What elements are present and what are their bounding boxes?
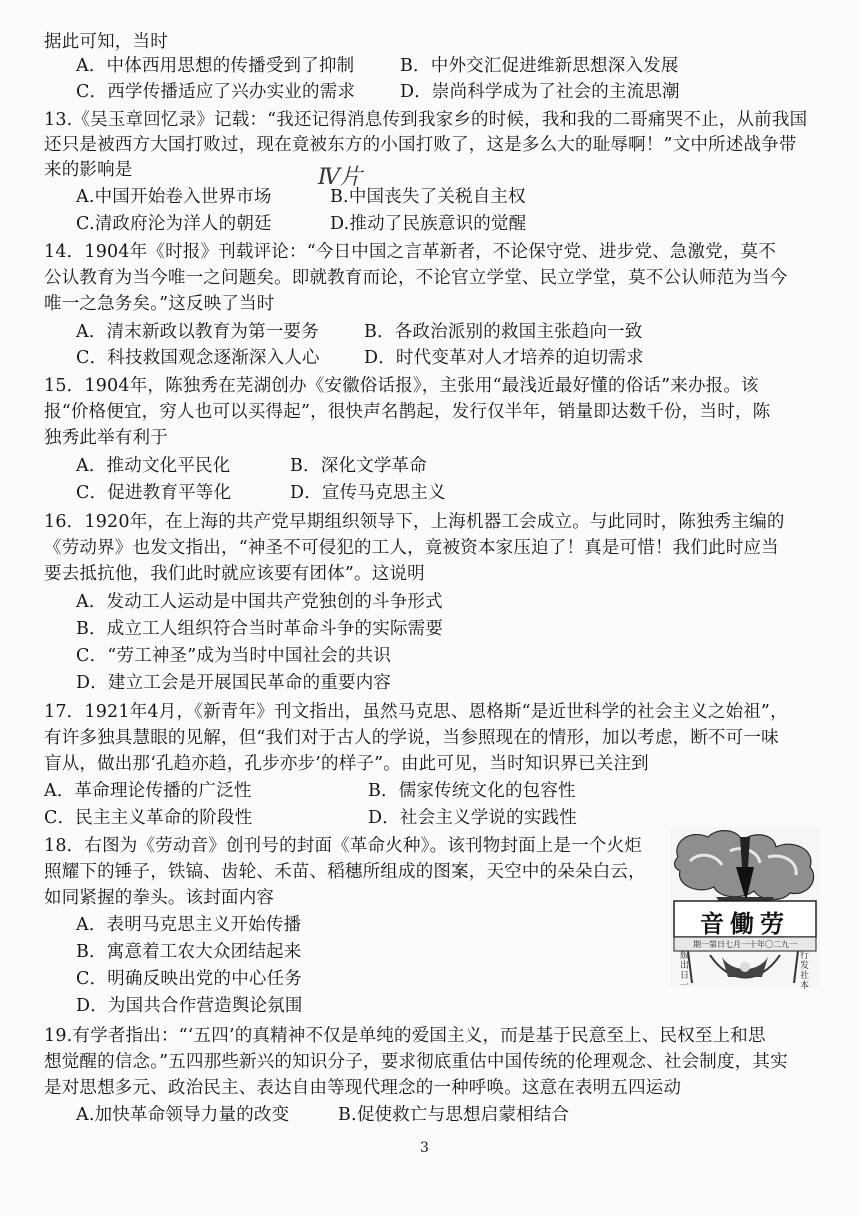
q12-option-a: A．中体西用思想的传播受到了抑制 [76,56,355,76]
q18-stem-line1: 18．右图为《劳动音》创刊号的封面《革命火种》。该刊物封面上是一个火炬 [44,836,643,856]
q13-option-a: A.中国开始卷入世界市场 [76,187,272,207]
q16-stem-line1: 16．1920年，在上海的共产党早期组织领导下，上海机器工会成立。与此同时，陈独秀主编的 [44,512,785,532]
q15-stem-line1: 15．1904年，陈独秀在芜湖创办《安徽俗话报》，主张用“最浅近最好懂的俗话”来办报。该 [44,376,759,396]
q19-stem-line3: 是对思想多元、政治民主、表达自由等现代理念的一种呼唤。这意在表明五四运动 [44,1078,682,1098]
q17-stem-line1: 17．1921年4月，《新青年》刊文指出，虽然马克思、恩格斯“是近世科学的社会主义之始祖”， [44,702,788,722]
q18-option-d: D．为国共合作营造舆论氛围 [76,996,303,1016]
q19-option-a: A.加快革命领导力量的改变 [76,1105,290,1125]
q13-option-c: C.清政府沦为洋人的朝廷 [76,214,272,234]
q17-option-b: B．儒家传统文化的包容性 [368,781,576,801]
q17-stem-line3: 盲从，做出那‘孔趋亦趋，孔步亦步’的样子”。由此可见，当时知识界已关注到 [44,754,649,774]
q16-stem-line2: 《劳动界》也发文指出，“神圣不可侵犯的工人，竟被资本家压迫了！真是可惜！我们此时应当 [44,538,779,558]
q17-option-d: D．社会主义学说的实践性 [368,808,577,828]
handwritten-mark: Ⅳ片 [318,165,362,190]
q12-stem-end: 据此可知，当时 [44,32,168,52]
q15-option-c: C．促进教育平等化 [76,483,232,503]
q14-stem-line3: 唯一之急务矣。”这反映了当时 [44,294,275,314]
q12-option-d: D．崇尚科学成为了社会的主流思潮 [400,82,680,102]
q16-option-a: A．发动工人运动是中国共产党独创的斗争形式 [76,592,443,612]
q17-option-c: C．民主主义革命的阶段性 [44,808,253,828]
magazine-cover-image [670,827,820,991]
q13-option-d: D.推动了民族意识的觉醒 [330,214,527,234]
q17-option-a: A．革命理论传播的广泛性 [44,781,252,801]
q15-stem-line2: 报“价格便宜，穷人也可以买得起”，很快声名鹊起，发行仅半年，销量即达数千份，当时，陈 [44,402,771,422]
cover-title: 音働劳 [700,909,790,938]
q16-option-d: D．建立工会是开展国民革命的重要内容 [76,673,392,693]
q18-option-a: A．表明马克思主义开始传播 [76,915,302,935]
q16-option-c: C．“劳工神圣”成为当时中国社会的共识 [76,646,392,666]
q16-option-b: B．成立工人组织符合当时革命斗争的实际需要 [76,619,444,639]
q17-stem-line2: 有许多独具慧眼的见解，但“我们对于古人的学说，当参照现在的情形，加以考虑，断不可一味 [44,728,779,748]
q15-option-d: D．宣传马克思主义 [290,483,446,503]
q15-option-b: B．深化文学革命 [290,456,427,476]
q14-option-d: D．时代变革对人才培养的迫切需求 [364,348,644,368]
q15-option-a: A．推动文化平民化 [76,456,231,476]
q14-stem-line2: 公认教育为当今唯一之问题矣。即就教育而论，不论官立学堂、民立学堂，莫不公认师范为当今 [44,268,788,288]
q13-stem-line2: 还只是被西方大国打败过，现在竟被东方的小国打败了，这是多么大的耻辱啊！”文中所述战争带 [44,135,797,155]
q18-option-b: B．寓意着工农大众团结起来 [76,942,302,962]
page-number: 3 [420,1140,429,1156]
q14-option-a: A．清末新政以教育为第一要务 [76,322,319,342]
cover-date: 期一第日七月一十年〇二九一 [693,940,797,949]
q14-option-c: C．科技救国观念逐渐深入人心 [76,348,320,368]
q18-option-c: C．明确反映出党的中心任务 [76,969,302,989]
q13-stem-line1: 13.《吴玉章回忆录》记载：“我还记得消息传到我家乡的时候，我和我的二哥痛哭不止，从前我国 [44,110,808,130]
q12-option-b: B．中外交汇促进维新思想深入发展 [400,56,679,76]
q13-stem-line3: 来的影响是 [44,160,133,180]
q18-stem-line2: 照耀下的锤子，铁镐、齿轮、禾苗、稻穗所组成的图案，天空中的朵朵白云， [44,862,646,882]
q19-option-b: B.促使救亡与思想启蒙相结合 [338,1105,570,1125]
cover-side-left: 版出日一 [680,951,690,991]
q14-option-b: B．各政治派别的救国主张趋向一致 [364,322,643,342]
q18-stem-line3: 如同紧握的拳头。该封面内容 [44,888,275,908]
cover-side-right: 行发社本 [800,951,810,991]
q19-stem-line1: 19.有学者指出：“‘五四’的真精神不仅是单纯的爱国主义，而是基于民意至上、民权至上和思 [44,1026,766,1046]
q13-option-b: B.中国丧失了关税自主权 [330,187,526,207]
q15-stem-line3: 独秀此举有利于 [44,428,168,448]
q14-stem-line1: 14．1904年《时报》刊载评论：“今日中国之言革新者，不论保守党、进步党、急激党，莫不 [44,242,777,262]
q19-stem-line2: 想觉醒的信念。”五四那些新兴的知识分子，要求彻底重估中国传统的伦理观念、社会制度，其实 [44,1052,788,1072]
q16-stem-line3: 要去抵抗他，我们此时就应该要有团体”。这说明 [44,564,425,584]
q12-option-c: C．西学传播适应了兴办实业的需求 [76,82,356,102]
